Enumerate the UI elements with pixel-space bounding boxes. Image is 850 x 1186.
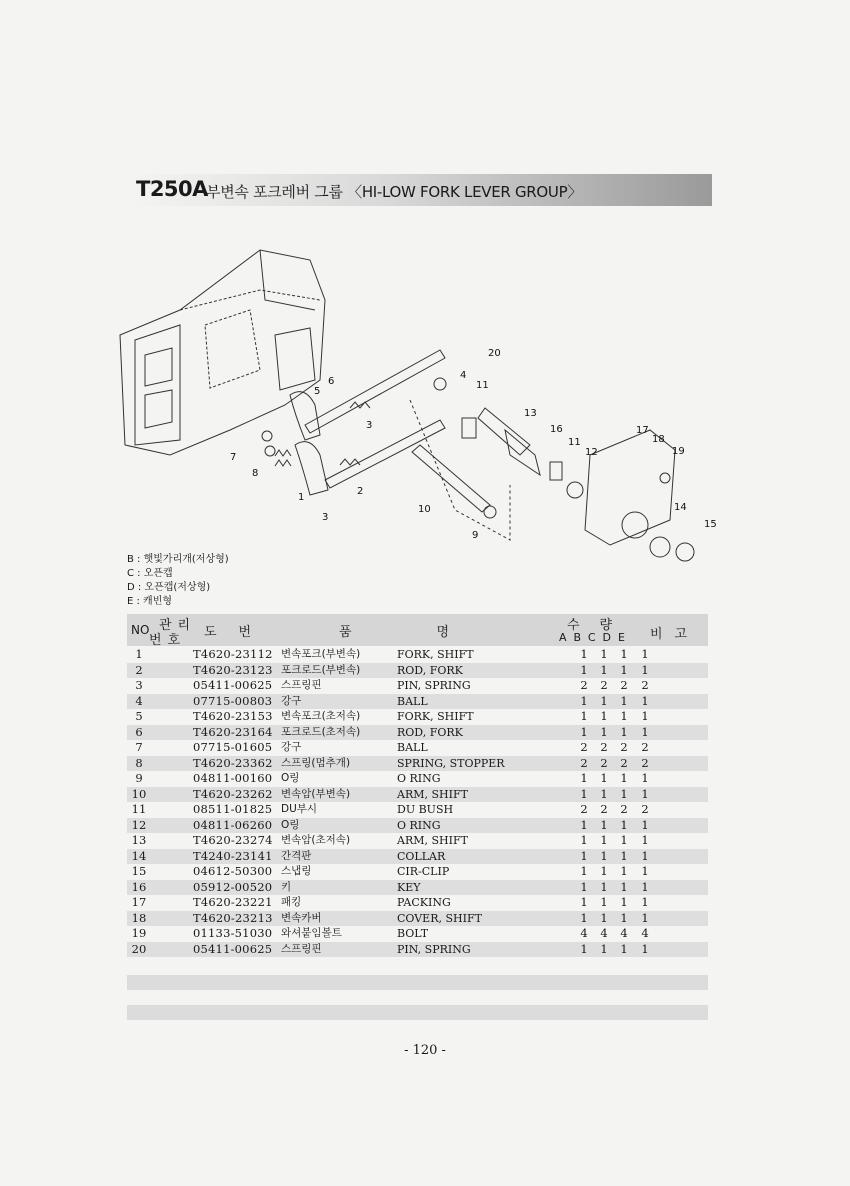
korean-name: 변속암(초저속) bbox=[281, 834, 351, 846]
table-row bbox=[127, 709, 708, 725]
qty-b: 1 bbox=[580, 786, 588, 801]
qty-c: 1 bbox=[600, 786, 608, 801]
qty-c: 1 bbox=[600, 895, 608, 909]
english-name: ROD, FORK bbox=[397, 725, 463, 739]
qty-b: 1 bbox=[580, 724, 588, 739]
drawing-number: T4620-23123 bbox=[193, 662, 273, 677]
qty-e: 1 bbox=[641, 709, 649, 723]
row-no: 17 bbox=[131, 895, 147, 909]
korean-name: 패킹 bbox=[281, 896, 302, 908]
drawing-number: 05411-00625 bbox=[193, 678, 273, 692]
qty-b: 1 bbox=[580, 864, 588, 878]
qty-d: 1 bbox=[620, 662, 628, 677]
table-row bbox=[127, 942, 708, 958]
qty-d: 1 bbox=[620, 693, 628, 708]
qty-b: 1 bbox=[580, 848, 588, 863]
qty-e: 1 bbox=[641, 724, 649, 739]
callout-17: 17 bbox=[636, 425, 649, 436]
qty-c: 1 bbox=[600, 941, 608, 956]
qty-b: 1 bbox=[580, 941, 588, 956]
table-row bbox=[127, 740, 708, 756]
qty-d: 1 bbox=[620, 771, 628, 785]
qty-c: 1 bbox=[600, 817, 608, 832]
variant-legend bbox=[127, 553, 229, 609]
table-row bbox=[127, 849, 708, 865]
qty-b: 2 bbox=[580, 755, 588, 770]
english-name: DU BUSH bbox=[397, 803, 454, 816]
qty-c: 1 bbox=[600, 693, 608, 708]
qty-b: 1 bbox=[580, 817, 588, 832]
qty-c: 1 bbox=[600, 724, 608, 739]
qty-d: 1 bbox=[620, 833, 628, 847]
english-name: BALL bbox=[397, 741, 428, 754]
korean-name: 변속암(부변속) bbox=[281, 787, 351, 800]
table-row bbox=[127, 926, 708, 942]
group-title: 부변속 포크레버 그룹 〈HI-LOW FORK LEVER GROUP〉 bbox=[206, 183, 583, 201]
row-no: 20 bbox=[131, 941, 147, 956]
row-no: 18 bbox=[131, 910, 147, 925]
table-row bbox=[127, 694, 708, 710]
qty-e: 1 bbox=[641, 693, 649, 708]
korean-name: 키 bbox=[281, 880, 292, 893]
callout-15: 15 bbox=[704, 519, 717, 530]
callout-18: 18 bbox=[652, 434, 665, 445]
legend-c: C : 오픈캡 bbox=[127, 568, 173, 579]
row-no: 8 bbox=[135, 755, 143, 770]
group-code: T250A bbox=[136, 177, 208, 201]
table-row bbox=[127, 647, 708, 663]
callout-7: 7 bbox=[230, 452, 237, 463]
table-row bbox=[127, 771, 708, 787]
english-name: BALL bbox=[397, 694, 428, 708]
drawing-number: T4620-23153 bbox=[193, 709, 273, 723]
korean-name: 간격판 bbox=[281, 849, 312, 862]
legend-b: B : 햇빛가리개(저상형) bbox=[127, 554, 229, 565]
row-no: 14 bbox=[131, 848, 147, 863]
drawing-number: 08511-01825 bbox=[193, 802, 273, 816]
qty-b: 1 bbox=[580, 709, 588, 723]
qty-b: 1 bbox=[580, 647, 588, 661]
qty-c: 1 bbox=[600, 647, 608, 661]
drawing-number: 04811-00160 bbox=[193, 771, 273, 785]
qty-c: 2 bbox=[600, 802, 608, 816]
drawing-number: 05411-00625 bbox=[193, 941, 273, 956]
callout-5: 5 bbox=[314, 386, 321, 397]
qty-b: 4 bbox=[580, 926, 588, 940]
korean-name: O링 bbox=[281, 772, 300, 784]
korean-name: DU부시 bbox=[281, 803, 318, 815]
qty-b: 1 bbox=[580, 662, 588, 677]
qty-b: 1 bbox=[580, 833, 588, 847]
korean-name: 스프링(멈추개) bbox=[281, 756, 351, 769]
qty-d: 4 bbox=[620, 926, 628, 940]
row-no: 10 bbox=[131, 786, 147, 801]
qty-b: 1 bbox=[580, 895, 588, 909]
korean-name: 스프링핀 bbox=[281, 942, 322, 955]
english-name: PACKING bbox=[397, 896, 451, 909]
qty-d: 2 bbox=[620, 755, 628, 770]
parts-table-body bbox=[127, 647, 708, 957]
row-no: 1 bbox=[135, 647, 143, 661]
qty-e: 2 bbox=[641, 802, 649, 816]
table-row bbox=[127, 911, 708, 927]
callout-10: 10 bbox=[418, 504, 431, 515]
row-no: 3 bbox=[135, 678, 143, 692]
qty-d: 1 bbox=[620, 709, 628, 723]
english-name: O RING bbox=[397, 818, 441, 832]
korean-name: 와셔붙임볼트 bbox=[281, 927, 342, 939]
qty-e: 1 bbox=[641, 786, 649, 801]
row-no: 5 bbox=[135, 709, 143, 723]
korean-name: 포크로드(부변속) bbox=[281, 663, 361, 676]
callout-1: 1 bbox=[298, 492, 305, 503]
qty-e: 1 bbox=[641, 864, 649, 878]
qty-b: 2 bbox=[580, 740, 588, 754]
drawing-number: 07715-00803 bbox=[193, 693, 273, 708]
qty-c: 1 bbox=[600, 709, 608, 723]
legend-e: E : 캐빈형 bbox=[127, 596, 173, 607]
qty-c: 4 bbox=[600, 926, 608, 940]
callout-19: 19 bbox=[672, 446, 685, 457]
qty-e: 1 bbox=[641, 662, 649, 677]
qty-c: 1 bbox=[600, 833, 608, 847]
qty-c: 1 bbox=[600, 864, 608, 878]
english-name: BOLT bbox=[397, 927, 429, 940]
page-number: - 120 - bbox=[404, 1043, 446, 1058]
korean-name: 스냅링 bbox=[281, 865, 312, 877]
qty-d: 1 bbox=[620, 895, 628, 909]
english-name: FORK, SHIFT bbox=[397, 648, 474, 661]
qty-e: 2 bbox=[641, 755, 649, 770]
english-name: CIR-CLIP bbox=[397, 865, 450, 878]
table-row bbox=[127, 756, 708, 772]
table-row bbox=[127, 833, 708, 849]
english-name: PIN, SPRING bbox=[397, 942, 471, 956]
drawing-number: T4620-23362 bbox=[193, 755, 273, 770]
english-name: ARM, SHIFT bbox=[397, 787, 468, 801]
english-name: O RING bbox=[397, 772, 441, 785]
row-no: 19 bbox=[131, 926, 147, 940]
english-name: SPRING, STOPPER bbox=[397, 756, 505, 770]
callout-12: 12 bbox=[585, 447, 598, 458]
korean-name: 포크로드(초저속) bbox=[281, 725, 361, 738]
qty-c: 1 bbox=[600, 662, 608, 677]
korean-name: 변속카버 bbox=[281, 911, 322, 924]
row-no: 11 bbox=[131, 802, 147, 816]
row-no: 16 bbox=[131, 879, 147, 894]
callout-3b: 3 bbox=[322, 512, 329, 523]
qty-d: 1 bbox=[620, 817, 628, 832]
row-no: 7 bbox=[135, 740, 143, 754]
callout-11: 11 bbox=[476, 380, 489, 391]
qty-b: 1 bbox=[580, 693, 588, 708]
row-no: 12 bbox=[131, 817, 147, 832]
header-no: NO bbox=[131, 623, 150, 637]
row-no: 9 bbox=[135, 771, 143, 785]
table-row bbox=[127, 725, 708, 741]
callout-11b: 11 bbox=[568, 437, 581, 448]
qty-b: 1 bbox=[580, 879, 588, 894]
english-name: ROD, FORK bbox=[397, 663, 463, 677]
qty-c: 2 bbox=[600, 740, 608, 754]
table-row bbox=[127, 864, 708, 880]
qty-d: 1 bbox=[620, 941, 628, 956]
header-remarks: 비고 bbox=[650, 627, 700, 642]
english-name: FORK, SHIFT bbox=[397, 710, 474, 723]
exploded-parts-diagram bbox=[110, 240, 730, 570]
qty-d: 1 bbox=[620, 647, 628, 661]
qty-d: 1 bbox=[620, 879, 628, 894]
qty-d: 1 bbox=[620, 910, 628, 925]
header-part-name: 품명 bbox=[339, 625, 535, 640]
table-row bbox=[127, 787, 708, 803]
korean-name: 강구 bbox=[281, 694, 302, 707]
english-name: KEY bbox=[397, 880, 421, 894]
drawing-number: 04811-06260 bbox=[193, 817, 273, 832]
callout-9: 9 bbox=[472, 530, 479, 541]
english-name: COLLAR bbox=[397, 849, 446, 863]
row-no: 2 bbox=[135, 662, 143, 677]
row-no: 15 bbox=[131, 864, 147, 878]
qty-e: 1 bbox=[641, 879, 649, 894]
header-quantity-columns: ABCDE bbox=[559, 631, 632, 644]
qty-e: 4 bbox=[641, 926, 649, 940]
qty-c: 1 bbox=[600, 848, 608, 863]
header-mgmt-top: 관리 bbox=[159, 618, 197, 633]
qty-b: 1 bbox=[580, 771, 588, 785]
callout-20: 20 bbox=[488, 348, 501, 359]
qty-e: 1 bbox=[641, 833, 649, 847]
callout-6: 6 bbox=[328, 376, 335, 387]
callout-4: 4 bbox=[460, 370, 467, 381]
korean-name: O링 bbox=[281, 818, 300, 831]
qty-d: 2 bbox=[620, 802, 628, 816]
qty-d: 2 bbox=[620, 678, 628, 692]
qty-d: 1 bbox=[620, 724, 628, 739]
row-no: 4 bbox=[135, 693, 143, 708]
qty-e: 1 bbox=[641, 895, 649, 909]
callout-2: 2 bbox=[357, 486, 364, 497]
table-row bbox=[127, 895, 708, 911]
drawing-number: T4620-23213 bbox=[193, 910, 273, 925]
header-drawing-no: 도번 bbox=[204, 625, 274, 640]
parts-table-header bbox=[127, 614, 708, 646]
english-name: ARM, SHIFT bbox=[397, 834, 468, 847]
drawing-number: T4620-23112 bbox=[193, 647, 273, 661]
korean-name: 변속포크(부변속) bbox=[281, 648, 361, 660]
table-row bbox=[127, 678, 708, 694]
qty-c: 2 bbox=[600, 678, 608, 692]
table-row bbox=[127, 880, 708, 896]
header-mgmt-bottom: 번호 bbox=[149, 633, 187, 648]
drawing-number: T4620-23262 bbox=[193, 786, 273, 801]
blank-row bbox=[127, 1005, 708, 1020]
qty-e: 2 bbox=[641, 678, 649, 692]
drawing-number: T4620-23221 bbox=[193, 895, 273, 909]
korean-name: 변속포크(초저속) bbox=[281, 710, 361, 722]
qty-c: 1 bbox=[600, 910, 608, 925]
english-name: COVER, SHIFT bbox=[397, 911, 482, 925]
row-no: 13 bbox=[131, 833, 147, 847]
callout-8: 8 bbox=[252, 468, 259, 479]
qty-b: 2 bbox=[580, 802, 588, 816]
qty-c: 2 bbox=[600, 755, 608, 770]
drawing-number: T4620-23274 bbox=[193, 833, 273, 847]
callout-16: 16 bbox=[550, 424, 563, 435]
korean-name: 강구 bbox=[281, 741, 302, 753]
english-name: PIN, SPRING bbox=[397, 679, 471, 692]
qty-e: 1 bbox=[641, 941, 649, 956]
qty-d: 1 bbox=[620, 786, 628, 801]
row-no: 6 bbox=[135, 724, 143, 739]
drawing-number: T4240-23141 bbox=[193, 848, 273, 863]
header-quantity: 수량 bbox=[567, 618, 633, 633]
callout-3a: 3 bbox=[366, 420, 373, 431]
qty-e: 1 bbox=[641, 910, 649, 925]
callout-13: 13 bbox=[524, 408, 537, 419]
blank-row bbox=[127, 975, 708, 990]
qty-e: 1 bbox=[641, 848, 649, 863]
qty-e: 1 bbox=[641, 771, 649, 785]
qty-c: 1 bbox=[600, 771, 608, 785]
drawing-number: 07715-01605 bbox=[193, 740, 273, 754]
table-row bbox=[127, 802, 708, 818]
table-row bbox=[127, 663, 708, 679]
drawing-number: T4620-23164 bbox=[193, 724, 273, 739]
drawing-number: 05912-00520 bbox=[193, 879, 273, 894]
qty-b: 2 bbox=[580, 678, 588, 692]
qty-d: 1 bbox=[620, 864, 628, 878]
qty-d: 1 bbox=[620, 848, 628, 863]
drawing-number: 01133-51030 bbox=[193, 926, 273, 940]
drawing-number: 04612-50300 bbox=[193, 864, 273, 878]
qty-c: 1 bbox=[600, 879, 608, 894]
qty-e: 1 bbox=[641, 817, 649, 832]
table-row bbox=[127, 818, 708, 834]
qty-e: 1 bbox=[641, 647, 649, 661]
qty-e: 2 bbox=[641, 740, 649, 754]
legend-d: D : 오픈캡(저상형) bbox=[127, 582, 211, 593]
qty-b: 1 bbox=[580, 910, 588, 925]
callout-14: 14 bbox=[674, 502, 687, 513]
korean-name: 스프링핀 bbox=[281, 679, 322, 691]
qty-d: 2 bbox=[620, 740, 628, 754]
